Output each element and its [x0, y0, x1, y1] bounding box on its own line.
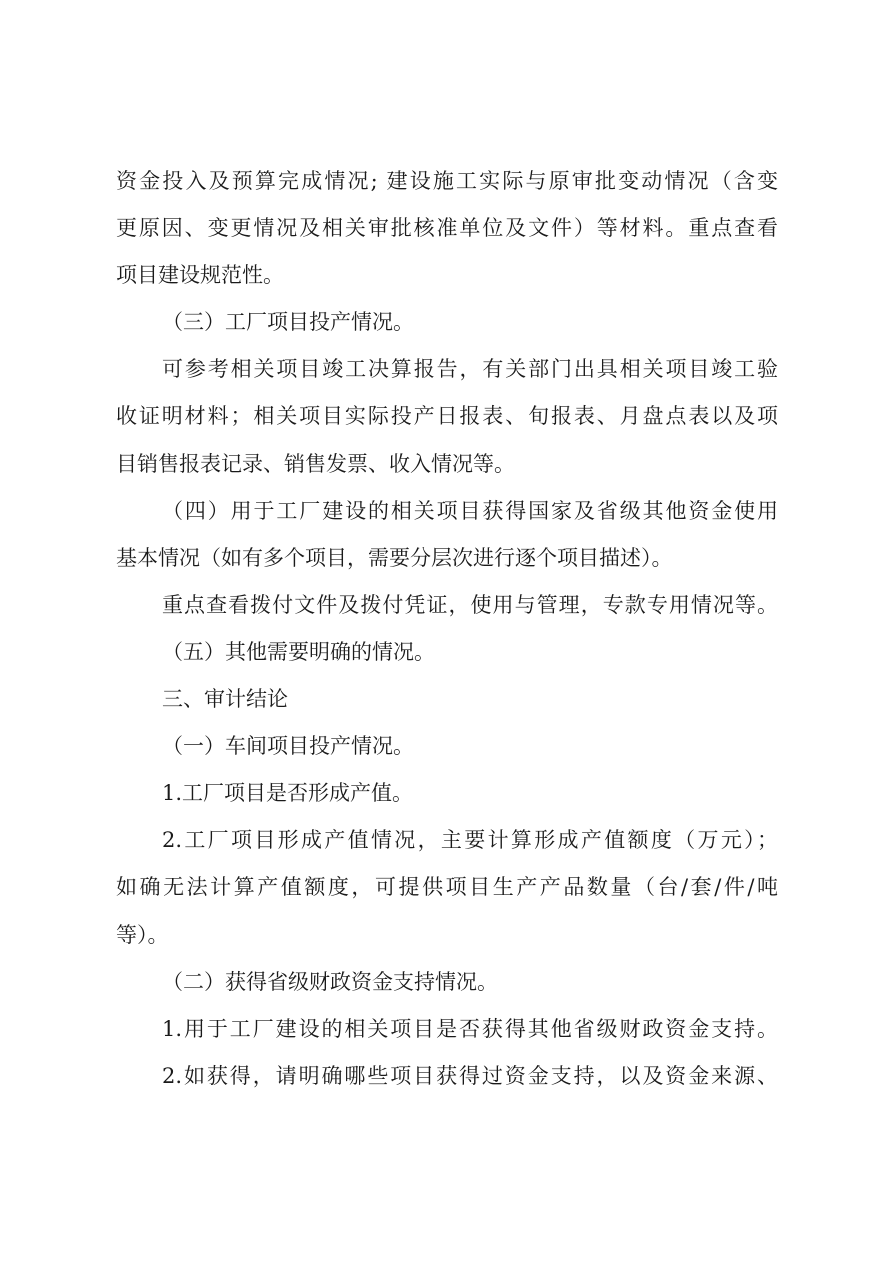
body-line: 项目建设规范性。	[116, 263, 284, 288]
body-line: 收证明材料；相关项目实际投产日报表、旬报表、月盘点表以及项	[116, 404, 778, 429]
list-item: 2.工厂项目形成产值情况，主要计算形成产值额度（万元）；	[162, 828, 778, 853]
subsection-heading: （四）用于工厂建设的相关项目获得国家及省级其他资金使用	[162, 498, 778, 523]
body-line: 等）。	[116, 922, 169, 947]
body-line: 资金投入及预算完成情况; 建设施工实际与原审批变动情况（含变	[116, 169, 778, 193]
list-item: 1.用于工厂建设的相关项目是否获得其他省级财政资金支持。	[162, 1016, 778, 1041]
body-line: 可参考相关项目竣工决算报告，有关部门出具相关项目竣工验	[162, 357, 778, 382]
list-item: 2.如获得，请明确哪些项目获得过资金支持，以及资金来源、	[162, 1063, 778, 1088]
subsection-heading: （三）工厂项目投产情况。	[162, 310, 414, 335]
body-line: 基本情况（如有多个项目，需要分层次进行逐个项目描述）。	[116, 545, 673, 570]
body-line: 如确无法计算产值额度，可提供项目生产产品数量（台/套/件/吨	[116, 875, 778, 900]
subsection-heading: （一）车间项目投产情况。	[162, 734, 414, 759]
list-item: 1.工厂项目是否形成产值。	[162, 781, 414, 806]
subsection-heading: （五）其他需要明确的情况。	[162, 639, 435, 664]
body-line: 重点查看拨付文件及拨付凭证，使用与管理，专款专用情况等。	[162, 592, 778, 617]
document-body	[116, 158, 778, 1100]
body-line: 目销售报表记录、销售发票、收入情况等。	[116, 451, 515, 476]
section-heading: 三、审计结论	[162, 687, 288, 712]
subsection-heading: （二）获得省级财政资金支持情况。	[162, 969, 498, 994]
body-line: 更原因、变更情况及相关审批核准单位及文件）等材料。重点查看	[116, 216, 778, 241]
